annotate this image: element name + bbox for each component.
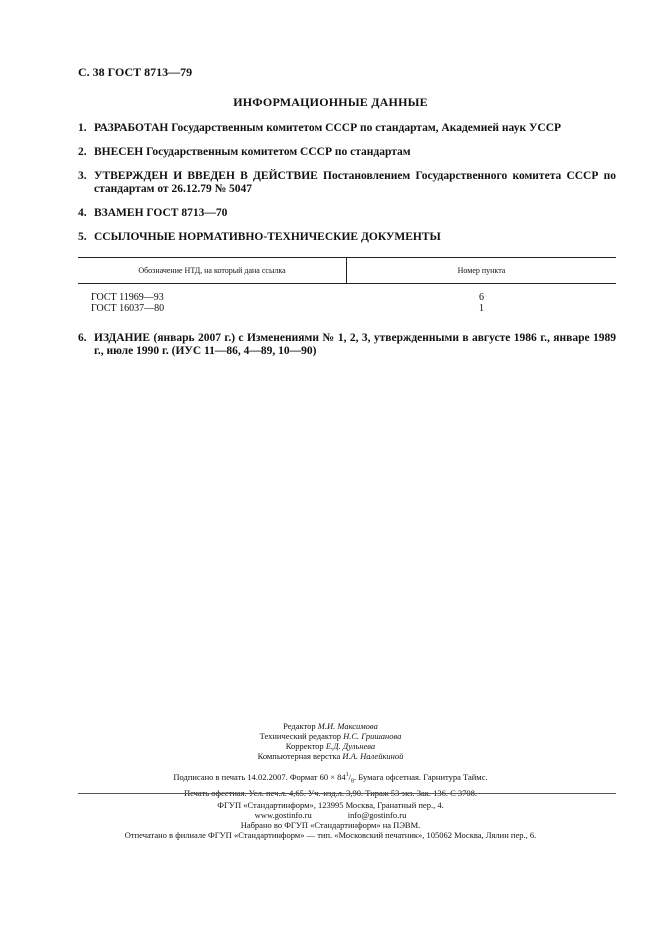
- publisher-contacts: [0, 810, 661, 820]
- print-paper-text: . Бумага офсетная. Гарнитура Таймс.: [354, 771, 488, 782]
- print-details: [0, 770, 661, 799]
- publisher-info: [0, 800, 661, 840]
- credit-name: И.А. Налейкиной: [342, 751, 404, 761]
- table-header-clause: Номер пункта: [457, 266, 506, 275]
- credit-name: Е.Д. Дульнева: [325, 741, 376, 751]
- publisher-email: info@gostinfo.ru: [347, 810, 407, 820]
- credit-line: [0, 751, 661, 761]
- format-fraction-numerator: 1: [345, 772, 349, 778]
- page-header: С. 38 ГОСТ 8713—79: [78, 65, 193, 79]
- info-item-3: [78, 170, 616, 196]
- typeset-info: Набрано во ФГУП «Стандартинформ» на ПЭВМ.: [240, 820, 421, 830]
- credit-line: [0, 741, 661, 751]
- item-text: (январь 2007 г.) с Изменениями № 1, 2, 3, утвержденными в августе 1986 г., январе 1989 г., июле 1990 г. (ИУС 11—86, 4—89, 10—90): [94, 332, 616, 357]
- printing-house-info: Отпечатано в филиале ФГУП «Стандартинформ» — тип. «Московский печатник», 105062 Москва, Лялин пер., 6.: [124, 830, 537, 840]
- print-line-1: Подписано в печать 14.02.2007. Формат $60 \times 84^1/_8$. Бумага офсетная. Гарнитура Таймс.: [173, 771, 488, 785]
- credit-line: [0, 731, 661, 741]
- item-text: Постановлением Государственного комитета СССР по стандартам от 26.12.79 № 5047: [94, 170, 616, 195]
- info-item-6: [78, 332, 616, 358]
- credit-name: Н.С. Гришанова: [343, 731, 402, 741]
- info-item-2: [78, 146, 616, 159]
- item-text: Государственным комитетом СССР по стандартам, Академией наук УССР: [168, 122, 562, 134]
- editorial-credits: [0, 721, 661, 761]
- item-lead: ВЗАМЕН ГОСТ 8713—70: [94, 207, 228, 219]
- item-number: 5.: [78, 231, 87, 243]
- item-number: 3.: [78, 170, 87, 182]
- item-text: Государственным комитетом СССР по стандартам: [143, 146, 411, 158]
- item-number: 4.: [78, 207, 87, 219]
- credit-role: Редактор: [283, 721, 316, 731]
- item-lead: ВНЕСЕН: [94, 146, 144, 158]
- table-cell-doc: ГОСТ 16037—80: [91, 303, 165, 314]
- credit-line: [0, 721, 661, 731]
- credit-role: Корректор: [285, 741, 324, 751]
- credit-role: Компьютерная верстка: [257, 751, 341, 761]
- publisher-website: www.gostinfo.ru: [254, 810, 312, 820]
- print-format-text: Подписано в печать 14.02.2007. Формат 60 × 84: [173, 771, 346, 782]
- section-title: ИНФОРМАЦИОННЫЕ ДАННЫЕ: [233, 95, 428, 109]
- table-cell-clause: 1: [479, 303, 484, 314]
- item-lead: УТВЕРЖДЕН И ВВЕДЕН В ДЕЙСТВИЕ: [94, 170, 318, 182]
- credit-name: М.И. Максимова: [317, 721, 378, 731]
- footer-divider: [78, 793, 616, 794]
- item-lead: ССЫЛОЧНЫЕ НОРМАТИВНО-ТЕХНИЧЕСКИЕ ДОКУМЕНТЫ: [94, 231, 441, 243]
- table-cell-clause: 6: [479, 292, 484, 303]
- info-item-4: [78, 207, 616, 220]
- table-header-document: Обозначение НТД, на который дана ссылка: [138, 266, 286, 275]
- print-line-2: Печать офсетная. Усл. печ.л. 4,65. Уч.-изд.л. 3,90. Тираж 53 экз. Зак. 136. С 3708.: [183, 787, 478, 798]
- publisher-address: ФГУП «Стандартинформ», 123995 Москва, Гранатный пер., 4.: [217, 800, 444, 810]
- reference-table: [78, 257, 616, 317]
- format-fraction-denominator: 8: [351, 778, 355, 785]
- table-header-rule: [78, 283, 616, 284]
- table-top-rule: [78, 257, 616, 258]
- table-cell-doc: ГОСТ 11969—93: [91, 292, 164, 303]
- item-lead: ИЗДАНИЕ: [94, 332, 151, 344]
- info-item-5: [78, 231, 616, 244]
- item-number: 2.: [78, 146, 87, 158]
- item-number: 1.: [78, 122, 87, 134]
- credit-role: Технический редактор: [259, 731, 341, 741]
- item-number: 6.: [78, 332, 87, 344]
- item-lead: РАЗРАБОТАН: [94, 122, 169, 134]
- info-item-1: [78, 122, 616, 135]
